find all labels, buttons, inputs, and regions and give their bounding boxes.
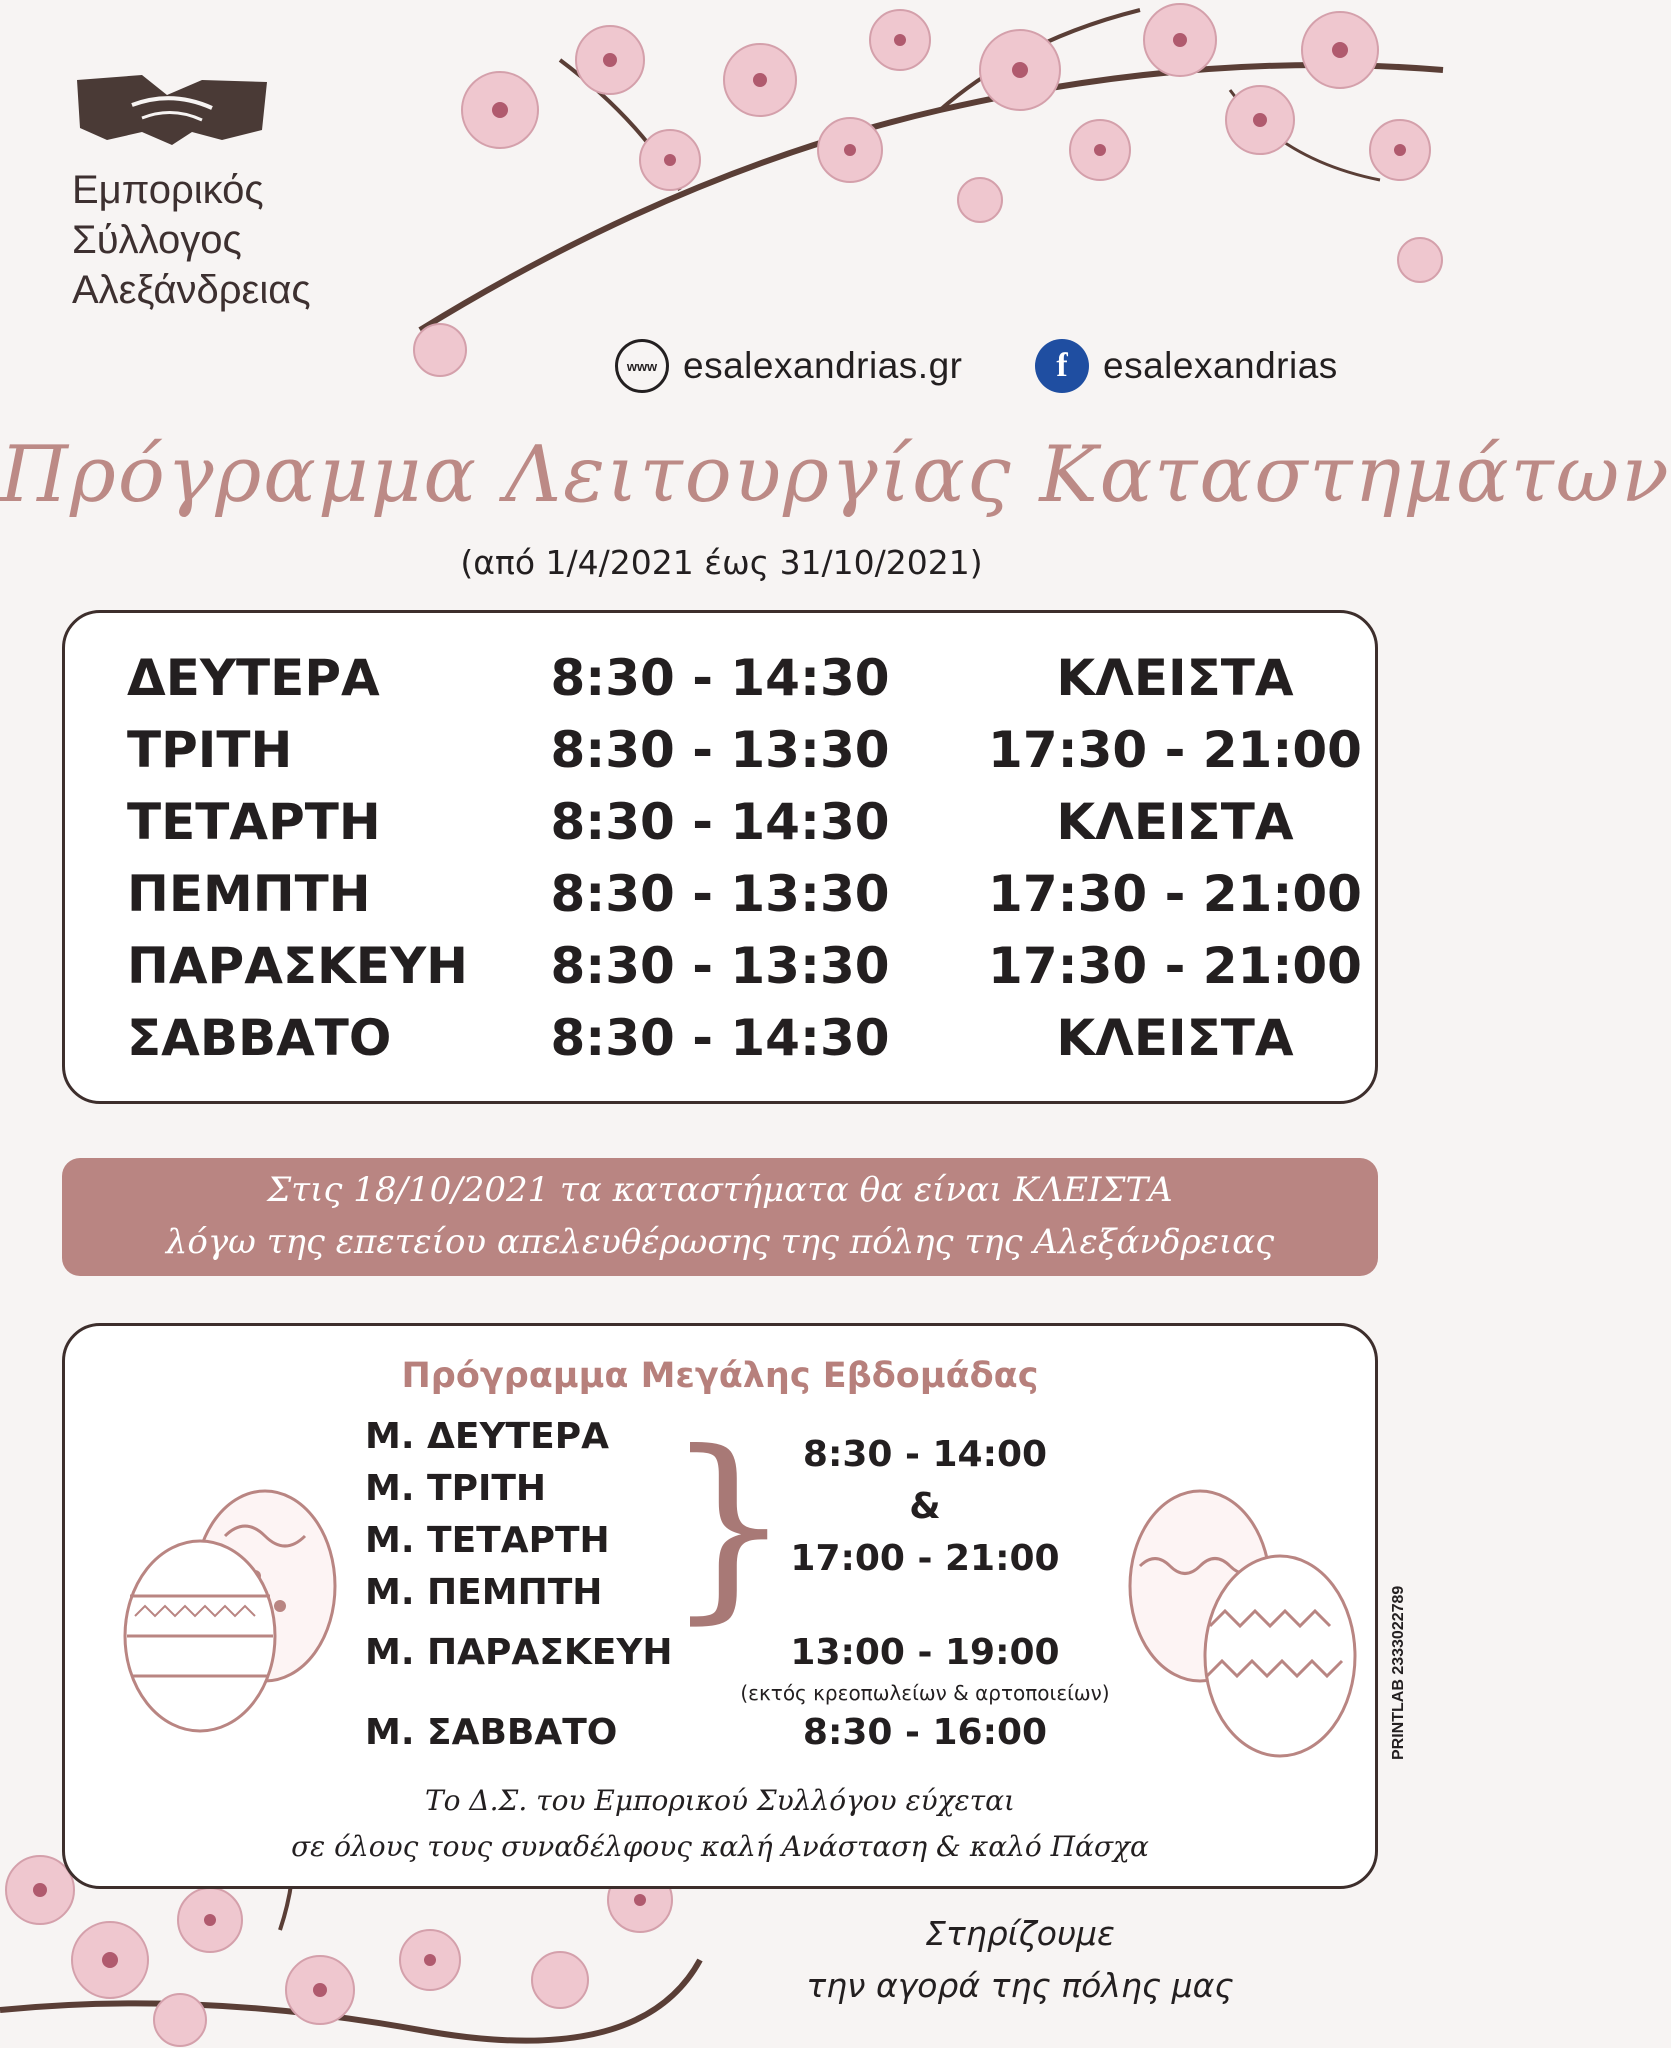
holy-week-day: Μ. ΠΑΡΑΣΚΕΥΗ: [365, 1632, 673, 1673]
schedule-evening-hours: ΚΛΕΙΣΤΑ: [1056, 793, 1294, 851]
schedule-evening-hours: ΚΛΕΙΣΤΑ: [1056, 649, 1294, 707]
holy-week-day: Μ. ΣΑΒΒΑΤΟ: [365, 1712, 618, 1753]
holy-week-day: Μ. ΤΡΙΤΗ: [365, 1468, 547, 1509]
website-link[interactable]: [615, 334, 962, 398]
saturday-hours: 8:30 - 16:00: [802, 1712, 1048, 1753]
holy-week-schedule: [62, 1323, 1378, 1889]
easter-eggs-right-icon: [1115, 1476, 1375, 1766]
schedule-evening-hours: 17:30 - 21:00: [988, 937, 1362, 995]
wishes-line: Το Δ.Σ. του Εμπορικού Συλλόγου εύχεται: [425, 1784, 1015, 1817]
org-name-line: Σύλλογος: [72, 218, 242, 262]
schedule-morning-hours: 8:30 - 14:30: [550, 649, 890, 707]
weekly-schedule-table: [62, 610, 1378, 1104]
friday-note: (εκτός κρεοπωλείων & αρτοποιείων): [740, 1681, 1110, 1705]
friday-hours: 13:00 - 19:00: [790, 1632, 1060, 1673]
schedule-row: [65, 793, 1375, 865]
schedule-row: [65, 937, 1375, 1009]
mon-thu-evening-hours: 17:00 - 21:00: [790, 1538, 1060, 1579]
printer-credit: PRINTLAB 2333022789: [1390, 1585, 1407, 1760]
website-text: esalexandrias.gr: [683, 345, 963, 386]
schedule-day: ΤΡΙΤΗ: [127, 721, 293, 779]
holy-week-day: Μ. ΔΕΥΤΕΡΑ: [365, 1416, 609, 1457]
support-line: Στηρίζουμε: [925, 1914, 1115, 1953]
holy-week-day: Μ. ΤΕΤΑΡΤΗ: [365, 1520, 610, 1561]
schedule-morning-hours: 8:30 - 13:30: [550, 721, 890, 779]
schedule-morning-hours: 8:30 - 13:30: [550, 937, 890, 995]
globe-www-icon: www: [615, 339, 669, 393]
schedule-day: ΔΕΥΤΕΡΑ: [127, 649, 380, 707]
schedule-row: [65, 865, 1375, 937]
support-line: την αγορά της πόλης μας: [806, 1966, 1234, 2005]
schedule-evening-hours: 17:30 - 21:00: [988, 865, 1362, 923]
notice-line: Στις 18/10/2021 τα καταστήματα θα είναι ΚΛΕΙΣΤΑ: [267, 1170, 1173, 1210]
date-range: (από 1/4/2021 έως 31/10/2021): [460, 543, 983, 582]
schedule-day: ΣΑΒΒΑΤΟ: [127, 1009, 392, 1067]
org-name-line: Εμπορικός: [72, 168, 264, 212]
org-name-line: Αλεξάνδρειας: [72, 268, 311, 312]
schedule-evening-hours: 17:30 - 21:00: [988, 721, 1362, 779]
schedule-row: [65, 649, 1375, 721]
brace-icon: }: [665, 1409, 793, 1642]
notice-line: λόγω της επετείου απελευθέρωσης της πόλης της Αλεξάνδρειας: [165, 1222, 1275, 1262]
facebook-link[interactable]: [1035, 334, 1338, 398]
holy-week-day: Μ. ΠΕΜΠΤΗ: [365, 1572, 603, 1613]
schedule-morning-hours: 8:30 - 13:30: [550, 865, 890, 923]
schedule-morning-hours: 8:30 - 14:30: [550, 793, 890, 851]
facebook-text: esalexandrias: [1103, 345, 1338, 386]
contact-links: [615, 334, 1355, 398]
mon-thu-morning-hours: 8:30 - 14:00: [802, 1434, 1048, 1475]
handshake-logo-icon: [72, 70, 272, 150]
wishes-line: σε όλους τους συναδέλφους καλή Ανάσταση & καλό Πάσχα: [291, 1830, 1149, 1863]
ampersand: &: [909, 1486, 941, 1527]
schedule-day: ΠΕΜΠΤΗ: [127, 865, 371, 923]
facebook-icon: f: [1035, 339, 1089, 393]
easter-wishes: [65, 1778, 1375, 1870]
easter-eggs-left-icon: [105, 1476, 365, 1736]
closure-notice-banner: [62, 1158, 1378, 1276]
schedule-row: [65, 1009, 1375, 1081]
schedule-morning-hours: 8:30 - 14:30: [550, 1009, 890, 1067]
support-slogan: [760, 1908, 1280, 2012]
schedule-evening-hours: ΚΛΕΙΣΤΑ: [1056, 1009, 1294, 1067]
organization-name: [72, 165, 412, 315]
page-title: Πρόγραμμα Λειτουργίας Καταστημάτων: [0, 430, 1671, 520]
schedule-day: ΠΑΡΑΣΚΕΥΗ: [127, 937, 468, 995]
schedule-row: [65, 721, 1375, 793]
holy-week-title: Πρόγραμμα Μεγάλης Εβδομάδας: [401, 1356, 1039, 1396]
schedule-day: ΤΕΤΑΡΤΗ: [127, 793, 381, 851]
